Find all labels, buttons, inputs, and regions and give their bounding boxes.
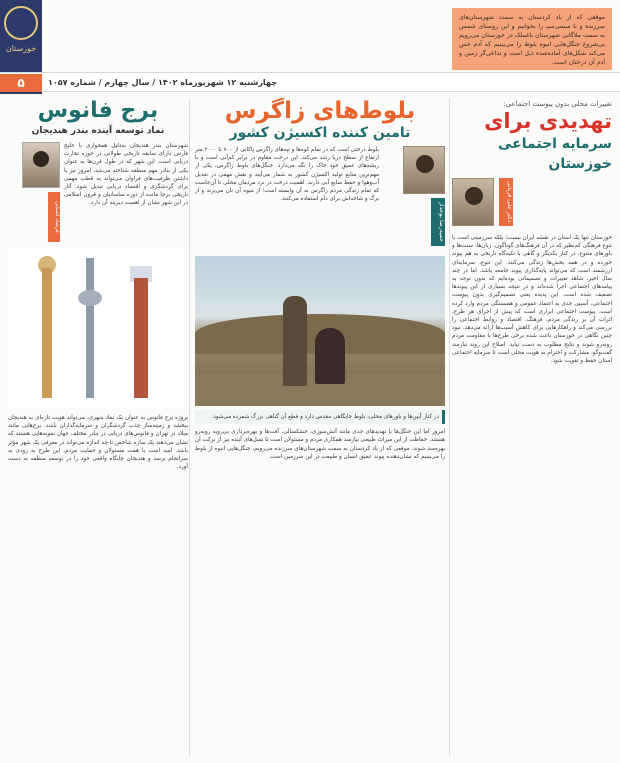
author-portrait [452, 178, 494, 226]
article-lantern-tower [8, 98, 188, 756]
logo-emblem [4, 6, 38, 40]
pull-quote: در کنار آیین‌ها و باورهای محلی، بلوط جایگاهی مقدس دارد و قطع آن گناهی بزرگ شمرده می‌شود. [195, 410, 445, 424]
author-name: حمیدرضا بوعذار [431, 198, 445, 246]
issue-date-line: چهارشنبه ۱۲ شهریورماه ۱۴۰۲ / سال چهارم / شماره ۱۰۵۷ [48, 78, 277, 87]
article-body: خوزستان تنها یک استان در نقشه ایران نیست؛ بلکه سرزمینی است با تنوع فرهنگی کم‌نظیر که در آن فرهنگ‌های گوناگون، زبان‌ها، سنت‌ها و باورهای متنوع، در کنار یکدیگر و گاهی با تکیه‌گاه تاریخی به هم پیوند خورده و در همه بخش‌ها زندگی می‌کنند. این تنوع، سرمایه‌ای ارزشمند است که می‌تواند پایه‌گذاری پیوند جامعه باشد. اما در چند سال اخیر، شاهد تغییرات و تصمیماتی بوده‌ایم که بدون توجه به پیامدهای اجتماعی اجرا شده‌اند و در نتیجه بسیاری از این پیوندها تضعیف شده است. این پدیده یعنی تصمیم‌گیری بدون پیوست اجتماعی، آسیبی جدی به اعتماد عمومی و همبستگی مردم وارد کرده است. پیوست اجتماعی ابزاری است که پیش از اجرای هر طرح، اثرات آن بر زندگی مردم، فرهنگ، اقتصاد و روابط اجتماعی را بررسی می‌کند و راهکارهایی برای کاهش آسیب‌ها ارائه می‌دهد. نبود چنین نگاهی در خوزستان باعث شده برخی طرح‌ها با مقاومت مردم روبه‌رو شوند و نتایج مطلوب به دست نیاید. اصلاح این روند نیازمند گفت‌وگو، مشارکت و احترام به هویت محلی است تا سرمایه اجتماعی استان حفظ و تقویت شود. [452, 235, 612, 365]
author-portrait [22, 142, 60, 188]
author-block [385, 146, 445, 250]
author-block [452, 178, 612, 230]
article-title: بلوط‌های زاگرس [224, 98, 416, 124]
villagers-photo [195, 256, 445, 406]
article-body-bottom: پروژه برج فانوس به عنوان یک نماد شهری، می‌تواند هویت تازه‌ای به هندیجان ببخشد و زمینه‌ساز جذب گردشگران و سرمایه‌گذاران باشد. برج‌هایی مانند میلاد در تهران و فانوس‌های دریایی در بنادر مختلف جهان نمونه‌هایی هستند که نشان می‌دهند یک سازه شاخص تا چه اندازه می‌تواند در معرفی یک شهر مؤثر باشد. امید است با همت مسئولان و حمایت مردم، این طرح به زودی به سرانجام برسد و هندیجان جایگاه واقعی خود را در توسعه منطقه به دست آورد. [8, 415, 188, 471]
tower-2 [86, 258, 94, 398]
article-body-top: بلوط درختی است که در تمام کوه‌ها و تپه‌های زاگرس پاکانی از ۸۰۰ تا ۲۰۰۰ متر ارتفاع از سطح دریا رشد می‌کند. این درخت مقاوم در برابر کم‌آبی است و با ریشه‌های عمیق خود خاک را نگه می‌دارد. جنگل‌های بلوط زاگرس، یکی از مهم‌ترین منابع تولید اکسیژن کشور به شمار می‌آیند و نقش مهمی در تعدیل آب‌وهوا و حفظ منابع آبی دارند. اهمیت درخت در نزد مردمان محلی تا آن‌جاست که تمام زندگی مردم زاگرس به آن وابسته است؛ از میوه آن نان می‌پزند و از برگ و شاخه‌اش برای دام استفاده می‌کنند. [195, 147, 379, 203]
article-body-bottom: امروز اما این جنگل‌ها با تهدیدهای جدی مانند آتش‌سوزی، خشکسالی، آفت‌ها و بهره‌برداری بی‌رویه روبه‌رو هستند. حفاظت از این میراث طبیعی نیازمند همکاری مردم و مسئولان است تا نسل‌های آینده نیز از برکت آن بهره‌مند شوند. موقعی که از باد کردستان به سمت شهرستان‌های سرزنده می‌رویم، جنگل‌هایی انبوه از بلوط را می‌بینیم که نشان‌دهنده پیوند عمیق انسان و طبیعت در این سرزمین است. [195, 429, 445, 460]
column-divider [449, 98, 450, 756]
author-name: دکتر علی قربانی [499, 178, 513, 226]
article-title: تهدیدی برای [484, 109, 612, 133]
logo-text: خوزستان [5, 44, 37, 53]
page-number: ۵ [0, 74, 42, 92]
article-subtitle: تامین کننده اکسیژن کشور [229, 125, 411, 141]
author-name: فرشاد آشنایی [48, 192, 60, 242]
left-top-block [8, 142, 188, 242]
author-block [8, 142, 60, 242]
towers-photo [8, 248, 188, 408]
photo-woman-figure [315, 328, 345, 384]
article-subtitle: نماد توسعه آینده بندر هندیجان [31, 126, 165, 136]
author-portrait [403, 146, 445, 194]
tower-1 [42, 268, 52, 398]
column-divider [189, 98, 190, 756]
article-subtitle: سرمایه اجتماعی خوزستان [498, 136, 612, 172]
article-kicker: تغییرات محلی بدون پیوست اجتماعی: [503, 100, 612, 108]
tower-2-pod [78, 290, 102, 306]
article-zagros-oaks [195, 98, 445, 756]
article-body-top: شهرستان بندر هندیجان به‌دلیل همجواری با خلیج فارس دارای سابقه تاریخی طولانی در حوزه تجارت دریایی است. این شهر که در طول قرن‌ها به عنوان یکی از بنادر مهم منطقه شناخته می‌شد، امروز نیز با داشتن ظرفیت‌های فراوان می‌تواند به قطب مهمی برای گردشگری و اقتصاد دریایی تبدیل شود. آثار تاریخی برجا مانده از دوره ساسانیان و قرون اسلامی در این شهر نشان از اهمیت دیرینه آن دارد. [64, 143, 188, 207]
article-title: برج فانوس [37, 98, 159, 123]
article-social-capital [452, 98, 612, 756]
tower-3 [134, 278, 148, 398]
page-header [0, 0, 620, 94]
teaser-box: موقعی که از باد کردستان به سمت شهرستان‌های سرزنده و با میسی‌سیـ را بخوانیم و این روستای شمس به سمت ملاگانی شهرستان باغملک در خوزستان می‌رویم بی‌شروع جنگل‌هایی انبوه بلوط را می‌بینیم که آدم حس می‌کند شکل‌های آماده‌شده ذیل است و تداعی‌گر زمین و آدم آن درختان است. [452, 8, 612, 70]
mid-top-block [195, 146, 445, 250]
photo-man-figure [283, 296, 307, 386]
